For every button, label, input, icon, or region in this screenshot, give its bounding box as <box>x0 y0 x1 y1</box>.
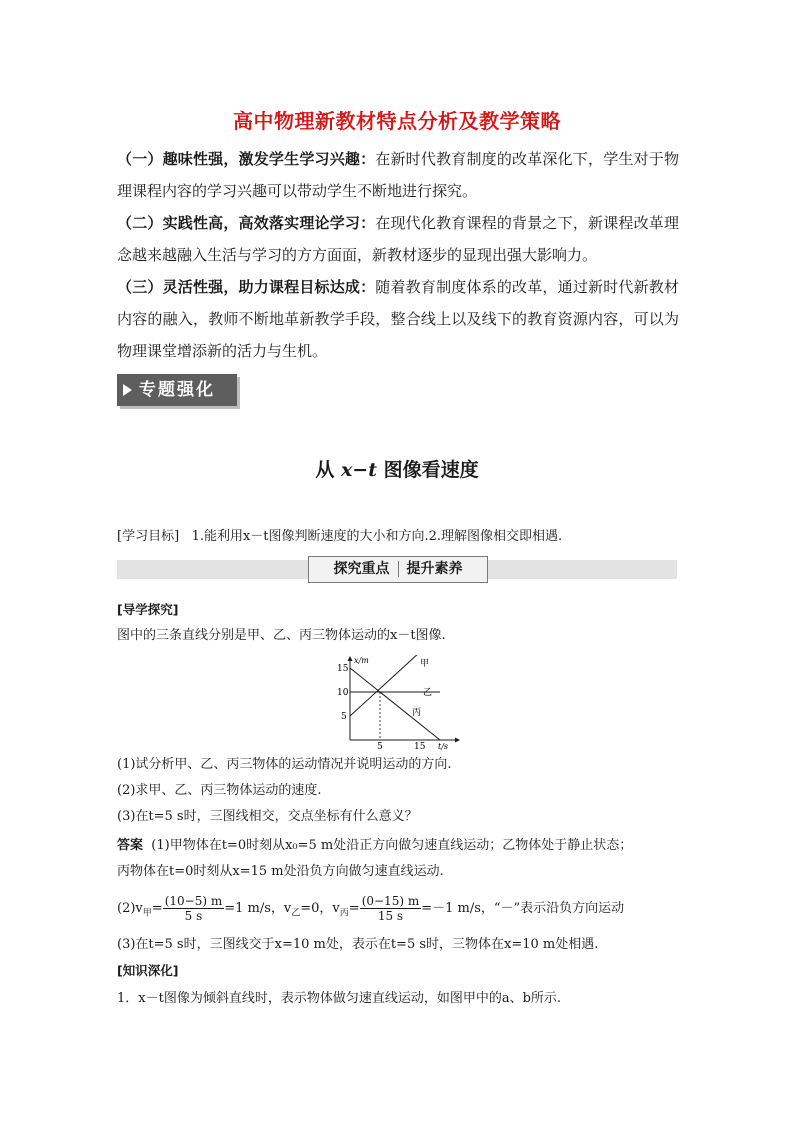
answer-line-2: 丙物体在t=0时刻从x=15 m处沿负方向做匀速直线运动. <box>117 864 444 879</box>
x-tick-15: 15 <box>414 742 426 750</box>
v-prefix: (2)v <box>117 901 143 916</box>
subtitle-var: x−t <box>340 459 378 481</box>
y-tick-5: 5 <box>341 712 347 722</box>
feature-3 <box>117 271 679 367</box>
sub-yi: 乙 <box>291 908 301 919</box>
section-bar <box>308 556 488 583</box>
banner-label: 专题强化 <box>139 380 215 400</box>
play-arrow-icon <box>123 384 132 396</box>
xt-graph <box>330 655 460 750</box>
question-2: (2)求甲、乙、丙三物体运动的速度. <box>117 783 322 798</box>
subtitle-post: 图像看速度 <box>377 459 479 481</box>
fraction-jia <box>163 894 225 923</box>
fraction-bing-den: 15 s <box>377 909 404 923</box>
guide-intro: 图中的三条直线分别是甲、乙、丙三物体运动的x－t图像. <box>117 628 446 643</box>
y-axis-arrow <box>348 656 353 661</box>
question-1: (1)试分析甲、乙、丙三物体的运动情况并说明运动的方向. <box>117 757 452 772</box>
y-axis-label: x/m <box>354 656 369 665</box>
fraction-bing <box>360 894 422 923</box>
x-tick-5: 5 <box>377 742 383 750</box>
feature-2 <box>117 207 679 271</box>
objectives-label: [学习目标] <box>117 529 180 544</box>
answer-line-3: $(2)v_甲=$ $\frac{(10-5) m}{5 s}$ =1 m/s，$v_乙=0$，$v_丙=$ $\frac{(0-15) m}{15 s}$ =－1 m/s，“－”表示沿负方向运动 <box>117 894 625 923</box>
objectives-text: 1.能利用x－t图像判断速度的大小和方向.2.理解图像相交即相遇. <box>191 529 563 544</box>
y-tick-15: 15 <box>337 664 349 674</box>
section-bar-right: 提升素养 <box>398 561 471 577</box>
section-title <box>0 455 794 482</box>
document-title: 高中物理新教材特点分析及教学策略 <box>233 109 561 133</box>
x-axis-label: t/s <box>438 742 449 750</box>
x-axis-arrow <box>455 738 460 743</box>
answer-line-1 <box>117 833 679 859</box>
answer-mid-2: =0，v <box>300 901 340 916</box>
answer-label: 答案 <box>117 838 144 853</box>
fraction-jia-den: 5 s <box>184 909 203 923</box>
fraction-bing-num: (0−15) m <box>361 894 420 908</box>
question-3: (3)在t=5 s时，三图线相交，交点坐标有什么意义？ <box>117 809 418 824</box>
fraction-jia-num: (10−5) m <box>164 894 223 908</box>
label-jia: 甲 <box>420 659 430 669</box>
label-yi: 乙 <box>423 688 433 698</box>
feature-2-head: （二）实践性高，高效落实理论学习： <box>117 214 376 232</box>
answer-text-1: (1)甲物体在t=0时刻从x₀=5 m处沿正方向做匀速直线运动；乙物体处于静止状态； <box>151 838 633 853</box>
section-bar-left: 探究重点 <box>333 561 390 577</box>
label-bing: 丙 <box>412 708 422 718</box>
feature-3-body: 随着教育制度体系的改革，通过新时代新教材内容的融入，教师不断地革新教学手段，整合线上以及线下的教育资源内容，可以为物理课堂增添新的活力与生机。 <box>117 278 679 360</box>
answer-tail: =－1 m/s，“－”表示沿负方向运动 <box>421 901 625 916</box>
knowledge-item-1: 1．x－t图像为倾斜直线时，表示物体做匀速直线运动，如图甲中的a、b所示. <box>117 991 562 1006</box>
sub-bing: 丙 <box>339 908 349 919</box>
topic-banner <box>117 374 237 406</box>
subtitle-pre: 从 <box>315 459 341 481</box>
feature-3-head: （三）灵活性强，助力课程目标达成： <box>117 278 376 296</box>
feature-1-body: 在新时代教育制度的改革深化下，学生对于物理课程内容的学习兴趣可以带动学生不断地进行探究。 <box>117 150 679 200</box>
feature-1-head: （一）趣味性强，激发学生学习兴趣： <box>117 150 376 168</box>
guide-label: [导学探究] <box>117 602 179 617</box>
y-tick-10: 10 <box>337 688 349 698</box>
learning-objectives <box>117 524 679 550</box>
answer-mid-1: =1 m/s，v <box>224 901 292 916</box>
feature-1 <box>117 143 679 207</box>
knowledge-label: [知识深化] <box>117 963 179 978</box>
answer-line-4: (3)在t=5 s时，三图线交于x=10 m处，表示在t=5 s时，三物体在x=10 m处相遇. <box>117 937 599 952</box>
sub-jia: 甲 <box>142 908 152 919</box>
feature-2-body: 在现代化教育课程的背景之下，新课程改革理念越来越融入生活与学习的方方面面，新教材逐步的显现出强大影响力。 <box>117 214 679 264</box>
